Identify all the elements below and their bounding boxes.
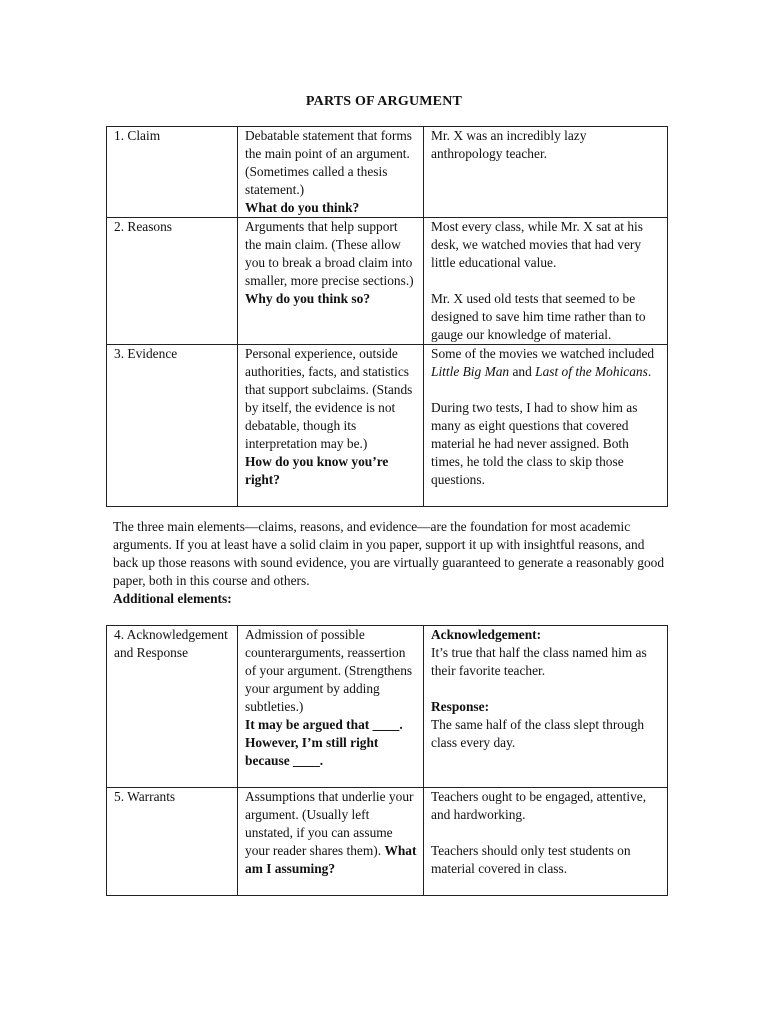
guiding-question: What do you think? [245, 200, 360, 215]
part-example [424, 626, 668, 788]
acknowledgement-heading: Acknowledgement: [431, 627, 542, 642]
table-row-evidence [107, 345, 668, 507]
part-label-text: 4. Acknowledgement and Response [114, 627, 228, 660]
part-label [107, 127, 238, 218]
page-title: PARTS OF ARGUMENT [305, 94, 463, 109]
table-row-warrants [107, 788, 668, 896]
part-definition [238, 127, 424, 218]
guiding-question: It may be argued that ____. However, I’m still right because ____. [245, 717, 403, 768]
part-label-text: 1. Claim [114, 128, 161, 143]
part-definition [238, 626, 424, 788]
part-label [107, 626, 238, 788]
guiding-question: How do you know you’re right? [245, 454, 389, 487]
part-example [424, 218, 668, 345]
definition-text: Debatable statement that forms the main point of an argument. (Sometimes called a thesis statement.) [245, 128, 412, 197]
part-label-text: 2. Reasons [114, 219, 173, 234]
movie-title: Little Big Man [431, 364, 510, 379]
part-example [424, 345, 668, 507]
part-example [424, 127, 668, 218]
body-paragraph [113, 518, 668, 608]
example-text: Most every class, while Mr. X sat at his desk, we watched movies that had very little educational value. [431, 219, 643, 270]
guiding-question: Why do you think so? [245, 291, 371, 306]
example-text: The same half of the class slept through class every day. [431, 717, 645, 750]
paragraph-text: The three main elements—claims, reasons, and evidence—are the foundation for most academic arguments. If you at least have a solid claim in you paper, support it up with insightful reasons, and back up those reasons with sound evidence, you are virtually guaranteed to generate a reasonably good paper, both in this course and others. [113, 519, 665, 588]
definition-text: Personal experience, outside authorities, facts, and statistics that support subclaims. (Stands by itself, the evidence is not debatable, though its interpretation may be.) [245, 346, 413, 451]
definition-text: Arguments that help support the main claim. (These allow you to break a broad claim into smaller, more precise sections.) [245, 219, 414, 288]
example-text: Mr. X used old tests that seemed to be designed to save him time rather than to gauge our knowledge of material. [431, 291, 646, 342]
part-example [424, 788, 668, 896]
part-label-text: 5. Warrants [114, 789, 176, 804]
example-text: Teachers ought to be engaged, attentive, and hardworking. [431, 789, 647, 822]
example-text: Mr. X was an incredibly lazy anthropology teacher. [431, 128, 587, 161]
parts-table [106, 126, 668, 507]
example-text: During two tests, I had to show him as many as eight questions that covered material he had never assigned. Both times, he told the class to skip those questions. [431, 400, 638, 487]
table-row-reasons [107, 218, 668, 345]
part-label [107, 218, 238, 345]
part-definition [238, 788, 424, 896]
part-label-text: 3. Evidence [114, 346, 178, 361]
additional-elements-table [106, 625, 668, 896]
part-label [107, 345, 238, 507]
table-row-claim [107, 127, 668, 218]
guiding-question: What am I assuming? [245, 843, 417, 876]
example-text: Some of the movies we watched included Little Big Man and Last of the Mohicans. [431, 346, 655, 379]
section-heading: Additional elements: [113, 591, 232, 606]
movie-title: Last of the Mohicans [535, 364, 648, 379]
definition-text: Admission of possible counterarguments, reassertion of your argument. (Strengthens your argument by adding subtleties.) [245, 627, 413, 714]
part-definition [238, 345, 424, 507]
response-heading: Response: [431, 699, 490, 714]
definition-text: Assumptions that underlie your argument. (Usually left unstated, if you can assume your reader shares them). [245, 789, 414, 858]
part-label [107, 788, 238, 896]
table-row-acknowledgement [107, 626, 668, 788]
example-text: Teachers should only test students on material covered in class. [431, 843, 631, 876]
part-definition [238, 218, 424, 345]
example-text: It’s true that half the class named him as their favorite teacher. [431, 645, 647, 678]
